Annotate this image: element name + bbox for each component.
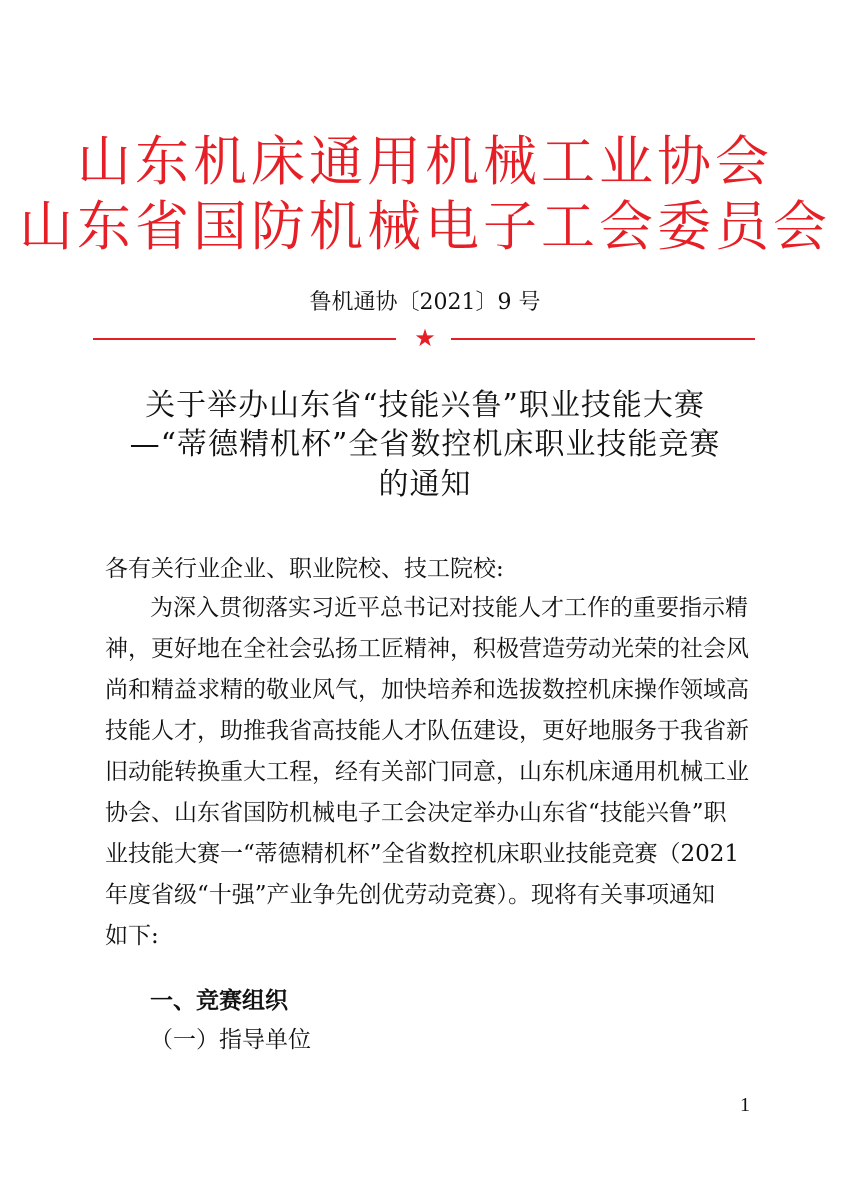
section-heading: 一、竞赛组织 <box>150 988 288 1014</box>
notice-title-line-3: 的通知 <box>378 467 472 502</box>
issuing-organization-1: 山东机床通用机械工业协会 <box>77 130 773 193</box>
paragraph-line: 旧动能转换重大工程，经有关部门同意，山东机床通用机械工业 <box>105 759 749 785</box>
salutation: 各有关行业企业、职业院校、技工院校: <box>105 556 504 582</box>
paragraph-line: 年度省级“十强”产业争先创优劳动竞赛）。现将有关事项通知 <box>105 882 716 908</box>
paragraph-line: 为深入贯彻落实习近平总书记对技能人才工作的重要指示精 <box>150 595 748 621</box>
notice-title-line-2: —“蒂德精机杯”全省数控机床职业技能竞赛 <box>129 427 721 462</box>
paragraph-line: 协会、山东省国防机械电子工会决定举办山东省“技能兴鲁”职 <box>105 800 727 826</box>
subsection-heading: （一）指导单位 <box>150 1027 311 1053</box>
paragraph-line: 技能人才，助推我省高技能人才队伍建设，更好地服务于我省新 <box>105 718 749 744</box>
red-separator-right <box>451 338 755 340</box>
paragraph-line: 神，更好地在全社会弘扬工匠精神，积极营造劳动光荣的社会风 <box>105 636 749 662</box>
issuing-organization-2: 山东省国防机械电子工会委员会 <box>19 195 831 258</box>
paragraph-line: 尚和精益求精的敬业风气，加快培养和选拔数控机床操作领域高 <box>105 677 749 703</box>
page-number: 1 <box>740 1094 750 1116</box>
red-star-icon: ★ <box>414 324 436 352</box>
document-number: 鲁机通协〔2021〕9 号 <box>309 290 541 315</box>
red-separator-left <box>93 338 396 340</box>
paragraph-line: 业技能大赛一“蒂德精机杯”全省数控机床职业技能竞赛（2021 <box>105 841 740 867</box>
paragraph-line: 如下: <box>105 923 159 949</box>
notice-title-line-1: 关于举办山东省“技能兴鲁”职业技能大赛 <box>145 388 705 423</box>
